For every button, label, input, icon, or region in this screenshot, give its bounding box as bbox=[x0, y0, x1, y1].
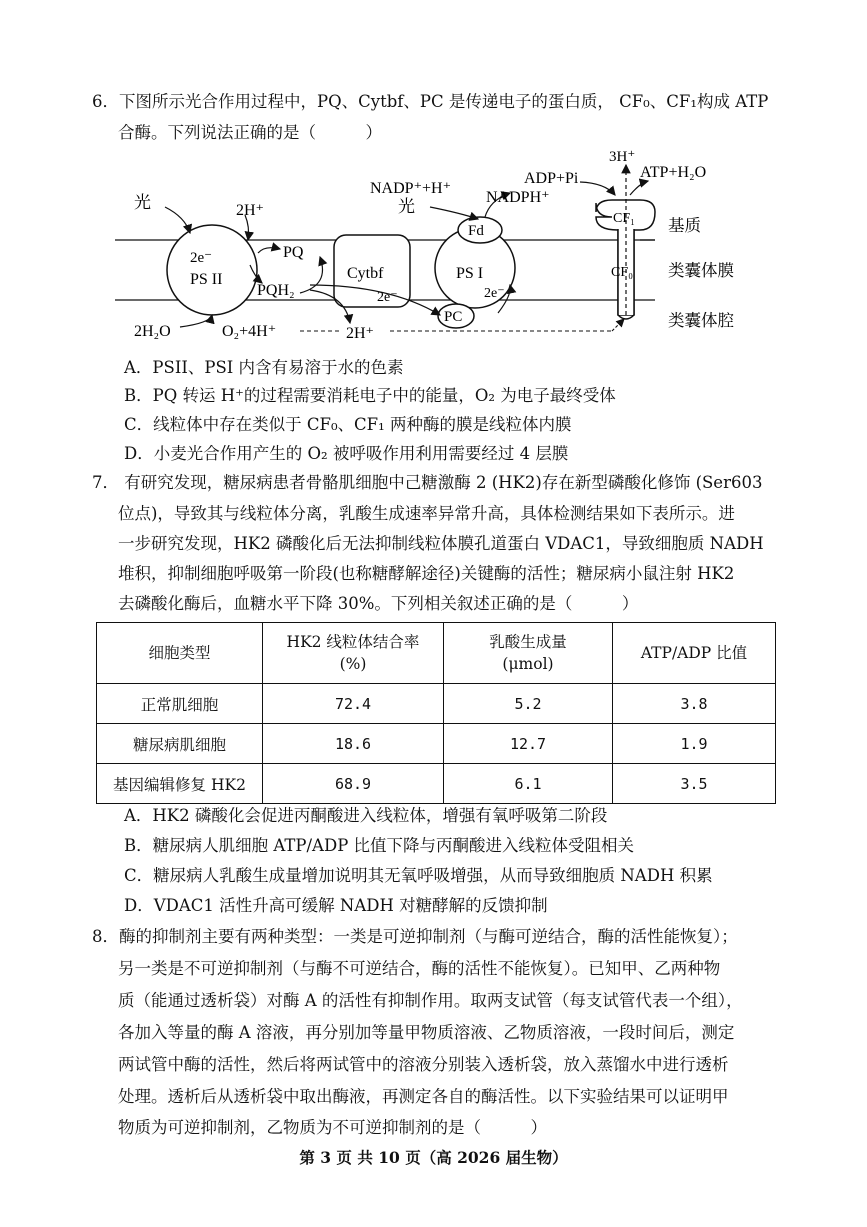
page-footer: 第 3 页 共 10 页（高 2026 届生物） bbox=[299, 1148, 568, 1167]
cell-ratio: 1.9 bbox=[613, 724, 776, 764]
q7-option-b: B．糖尿病人肌细胞 ATP/ADP 比值下降与丙酮酸进入线粒体受阻相关 bbox=[124, 836, 635, 855]
q6-option-b: B．PQ 转运 H⁺的过程需要消耗电子中的能量，O₂ 为电子最终受体 bbox=[124, 386, 616, 405]
cf1-label: CF₁ bbox=[613, 211, 636, 226]
adp-label: ADP+Pi bbox=[524, 170, 579, 187]
stroma-label: 基质 bbox=[668, 216, 701, 235]
q6-option-c: C．线粒体中存在类似于 CF₀、CF₁ 两种酶的膜是线粒体内膜 bbox=[124, 415, 572, 434]
q7-stem-line-3: 一步研究发现，HK2 磷酸化后无法抑制线粒体膜孔道蛋白 VDAC1，导致细胞质 NADH bbox=[118, 534, 764, 553]
q6-stem-line-2: 合酶。下列说法正确的是（ ） bbox=[118, 123, 382, 142]
q8-stem-line-3: 质（能通过透析袋）对酶 A 的活性有抑制作用。取两支试管（每支试管代表一个组）， bbox=[118, 991, 743, 1010]
h-lumen-label: 2H⁺ bbox=[346, 325, 374, 342]
header-lactate-unit: (μmol) bbox=[502, 655, 554, 673]
q7-stem-line-4: 堆积，抑制细胞呼吸第一阶段(也称糖酵解途径)关键酶的活性；糖尿病小鼠注射 HK2 bbox=[118, 564, 735, 583]
water-label: 2H₂O bbox=[134, 323, 171, 340]
pqh2-label: PQH₂ bbox=[257, 282, 295, 299]
header-cell-lactate bbox=[444, 623, 613, 684]
q8-stem-line-6: 处理。透析后从透析袋中取出酶液，再测定各自的酶活性。以下实验结果可以证明甲 bbox=[118, 1087, 729, 1106]
nadp-label: NADP⁺+H⁺ bbox=[370, 180, 452, 197]
o2-label: O₂+4H⁺ bbox=[222, 323, 277, 340]
fd-label: Fd bbox=[468, 223, 484, 239]
table-row bbox=[97, 764, 776, 804]
cytbf-e-label: 2e⁻ bbox=[377, 290, 398, 305]
membrane-label: 类囊体膜 bbox=[668, 261, 734, 280]
table-row bbox=[97, 684, 776, 724]
cell-binding: 18.6 bbox=[263, 724, 444, 764]
lumen-label: 类囊体腔 bbox=[668, 311, 734, 330]
cell-type: 基因编辑修复 HK2 bbox=[97, 764, 263, 804]
atp-label: ATP+H₂O bbox=[640, 164, 707, 181]
light-label-1: 光 bbox=[134, 193, 151, 212]
ps1-label: PS I bbox=[456, 265, 484, 282]
q7-stem-line-1: 7． 有研究发现，糖尿病患者骨骼肌细胞中己糖激酶 2 (HK2)存在新型磷酸化修饰 (Ser603 bbox=[92, 473, 763, 492]
ps1-e-label: 2e⁻ bbox=[484, 286, 505, 301]
photosynthesis-diagram bbox=[0, 145, 867, 345]
cell-ratio: 3.8 bbox=[613, 684, 776, 724]
cell-lactate: 12.7 bbox=[444, 724, 613, 764]
cell-binding: 72.4 bbox=[263, 684, 444, 724]
q7-option-c: C．糖尿病人乳酸生成量增加说明其无氧呼吸增强，从而导致细胞质 NADH 积累 bbox=[124, 866, 713, 885]
q7-option-a: A．HK2 磷酸化会促进丙酮酸进入线粒体，增强有氧呼吸第二阶段 bbox=[124, 806, 608, 825]
cell-lactate: 5.2 bbox=[444, 684, 613, 724]
q6-option-a: A．PSII、PSI 内含有易溶于水的色素 bbox=[124, 358, 404, 377]
q8-stem-line-7: 物质为可逆抑制剂，乙物质为不可逆抑制剂的是（ ） bbox=[118, 1118, 547, 1137]
q8-stem-line-5: 两试管中酶的活性，然后将两试管中的溶液分别装入透析袋，放入蒸馏水中进行透析 bbox=[118, 1055, 729, 1074]
header-cell-ratio: ATP/ADP 比值 bbox=[613, 623, 776, 684]
cell-type: 糖尿病肌细胞 bbox=[97, 724, 263, 764]
header-lactate-label: 乳酸生成量 bbox=[489, 633, 567, 651]
header-cell-type: 细胞类型 bbox=[97, 623, 263, 684]
header-cell-binding bbox=[263, 623, 444, 684]
q6-option-d: D．小麦光合作用产生的 O₂ 被呼吸作用利用需要经过 4 层膜 bbox=[124, 444, 569, 463]
pq-label: PQ bbox=[283, 244, 304, 261]
q8-stem-line-4: 各加入等量的酶 A 溶液，再分别加等量甲物质溶液、乙物质溶液，一段时间后，测定 bbox=[118, 1023, 735, 1042]
cell-ratio: 3.5 bbox=[613, 764, 776, 804]
ps2-circle bbox=[167, 225, 257, 315]
nadph-label: NADPH⁺ bbox=[486, 189, 550, 206]
light-label-2: 光 bbox=[398, 197, 415, 216]
cell-lactate: 6.1 bbox=[444, 764, 613, 804]
table-row bbox=[97, 724, 776, 764]
table-header-row bbox=[97, 623, 776, 684]
ps2-label: PS II bbox=[190, 271, 223, 288]
q7-option-d: D．VDAC1 活性升高可缓解 NADH 对糖酵解的反馈抑制 bbox=[124, 896, 548, 915]
header-binding-label: HK2 线粒体结合率 bbox=[286, 633, 420, 651]
q8-stem-line-1: 8．酶的抑制剂主要有两种类型：一类是可逆抑制剂（与酶可逆结合，酶的活性能恢复）； bbox=[92, 927, 738, 946]
q8-stem-line-2: 另一类是不可逆抑制剂（与酶不可逆结合，酶的活性不能恢复）。已知甲、乙两种物 bbox=[118, 959, 721, 978]
q7-stem-line-5: 去磷酸化酶后，血糖水平下降 30%。下列相关叙述正确的是（ ） bbox=[118, 594, 639, 613]
q7-stem-line-2: 位点)，导致其与线粒体分离，乳酸生成速率异常升高，具体检测结果如下表所示。进 bbox=[118, 504, 735, 523]
ps2-e-label: 2e⁻ bbox=[190, 250, 213, 266]
cell-type: 正常肌细胞 bbox=[97, 684, 263, 724]
cell-binding: 68.9 bbox=[263, 764, 444, 804]
cf0-label: CF₀ bbox=[611, 265, 634, 280]
hk2-result-table bbox=[96, 622, 776, 804]
pc-label: PC bbox=[444, 309, 463, 325]
cytbf-label: Cytbf bbox=[347, 265, 384, 282]
header-binding-unit: (%) bbox=[339, 655, 367, 673]
h-atp-label: 3H⁺ bbox=[609, 149, 636, 165]
h-top-label: 2H⁺ bbox=[236, 202, 264, 219]
q6-stem-line-1: 6．下图所示光合作用过程中，PQ、Cytbf、PC 是传递电子的蛋白质， CF₀、CF₁构成 ATP bbox=[92, 92, 769, 111]
